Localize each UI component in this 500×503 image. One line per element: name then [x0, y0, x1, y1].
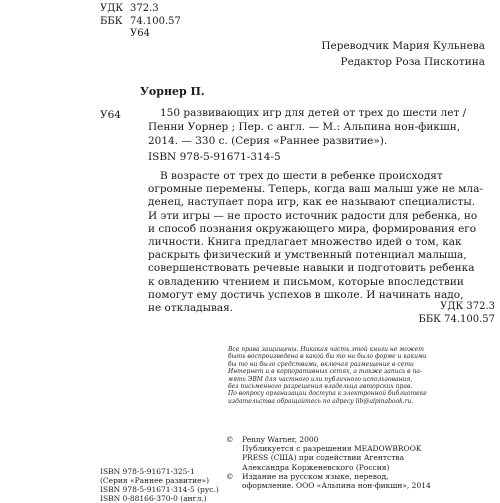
annotation-line: раскрыть физический и умственный потенциал малыша, [148, 249, 467, 262]
isbn-line: ISBN 978-5-91671-325-1 [100, 467, 195, 476]
legal-line: бы то ни было средствами, включая размещение в сети [228, 360, 414, 368]
classification-value: У64 [130, 28, 150, 39]
bibliographic-record [148, 106, 493, 148]
author-heading: Уорнер П. [140, 85, 205, 98]
copyright-line: PRESS (США) при содействии Агентства [242, 453, 405, 463]
copyright-line [226, 472, 431, 481]
copyright-line: Публикуется с разрешения MEADOWBROOK [242, 444, 422, 454]
classification-bottom [340, 300, 495, 326]
bibliographic-line: 150 развивающих игр для детей от трех до шести лет / [160, 107, 467, 119]
bbk-code: ББК 74.100.57 [418, 314, 495, 325]
legal-notice [228, 346, 496, 405]
copyright-symbol: © [226, 435, 234, 444]
annotation-line: огромные перемены. Теперь, когда ваш малыш уже не мла- [148, 183, 483, 196]
annotation-line: совершенствовать речевые навыки и подготовить ребенка [148, 262, 475, 275]
legal-line: быть воспроизведена в какой бы то ни было форме и какими [228, 353, 427, 361]
annotation-line: помогут ему достичь успехов в школе. И начинать надо, [148, 288, 464, 301]
classification-label: ББК [100, 15, 123, 27]
copyright-block [226, 435, 431, 490]
copyright-text: Penny Warner, 2000 [242, 435, 319, 444]
legal-line: мять ЭВМ для частного или публичного использования, [228, 375, 413, 383]
legal-line: По вопросу организации доступа к электронной библиотеке [228, 390, 427, 398]
bibliographic-line: 2014. — 330 с. (Серия «Раннее развитие»). [148, 135, 388, 147]
annotation-line: не откладывая. [148, 302, 234, 315]
annotation-line: и способ познания окружающего мира, формирования его [148, 222, 477, 235]
legal-line: Интернет и в корпоративных сетях, а также запись в па- [228, 368, 423, 376]
isbn-main: ISBN 978-5-91671-314-5 [148, 151, 281, 163]
annotation [148, 170, 493, 315]
annotation-line: личности. Книга предлагает множество идей о том, как [148, 236, 462, 249]
copyright-text: Издание на русском языке, перевод, [242, 471, 389, 481]
isbn-line: ISBN 978-5-91671-314-5 (рус.) [100, 485, 219, 494]
translator-credit: Переводчик Мария Кульнева [321, 40, 485, 52]
classification-label [100, 29, 130, 42]
copyright-line [226, 435, 431, 444]
isbn-line: ISBN 0-88166-370-0 (англ.) [100, 494, 207, 503]
copyright-symbol: © [226, 471, 234, 481]
legal-line: издательства обращайтесь по адресу lib@alpinabook.ru. [228, 397, 414, 405]
classification-label: УДК [100, 3, 124, 14]
bibliographic-line: Пенни Уорнер ; Пер. с англ. — М.: Альпина нон-фикшн, [148, 121, 461, 133]
legal-line: Все права защищены. Никакая часть этой книги не может [228, 346, 424, 353]
annotation-line: В возрасте от трех до шести в ребенке происходят [160, 170, 443, 182]
legal-line: без письменного разрешения владельца авторских прав. [228, 383, 413, 391]
classification-top [100, 4, 181, 42]
cutter-code: У64 [100, 109, 121, 121]
isbn-list [100, 467, 219, 503]
copyright-line: Александра Корженевского (Россия) [242, 462, 390, 472]
annotation-line: к овладению чтением и письмом, которые впоследствии [148, 275, 464, 288]
annotation-line: И эти игры — не просто источник радости для ребенка, но [148, 209, 478, 222]
editor-credit: Редактор Роза Пискотина [340, 56, 485, 68]
classification-row [100, 4, 181, 17]
isbn-line: (Серия «Раннее развитие») [100, 476, 210, 485]
classification-value: 74.100.57 [130, 15, 181, 27]
copyright-line: оформление. ООО «Альпина нон-фикшн», 2014 [242, 481, 431, 491]
annotation-line: денец, наступает пора игр, как ее называют специалисты. [148, 196, 476, 209]
classification-value: 372.3 [130, 3, 159, 14]
credits [165, 38, 485, 70]
udk-code: УДК 372.3 [440, 301, 495, 312]
